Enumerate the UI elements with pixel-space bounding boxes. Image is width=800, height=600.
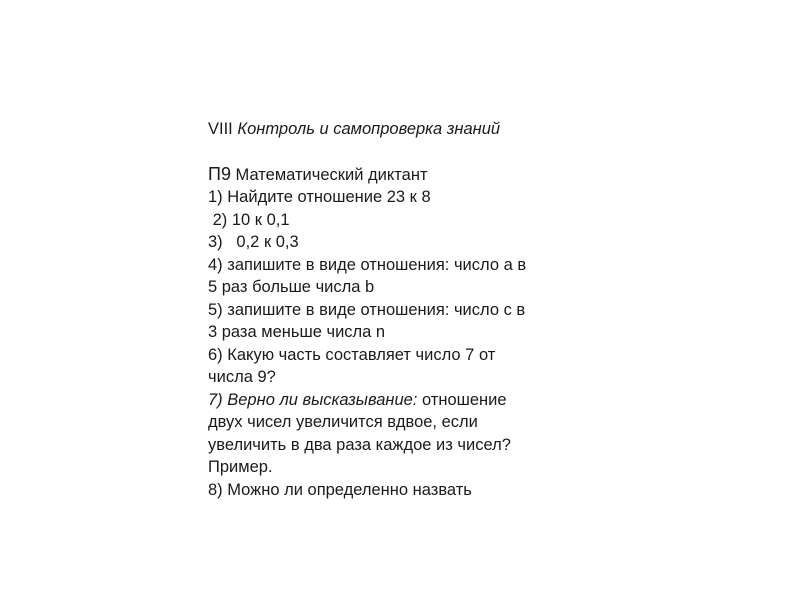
slide-content	[208, 118, 608, 501]
dictation-label: П9	[208, 163, 231, 184]
section-prefix: VIII	[208, 120, 233, 138]
question-7-line-2: двух чисел увеличится вдвое, если	[208, 413, 478, 431]
question-6-line-1: 6) Какую часть составляет число 7 от	[208, 345, 496, 364]
question-1: 1) Найдите отношение 23 к 8	[208, 188, 431, 206]
question-5-line-1: 5) запишите в виде отношения: число с в	[208, 300, 526, 319]
question-2: 2) 10 к 0,1	[208, 210, 290, 229]
question-7-italic: 7) Верно ли высказывание:	[208, 390, 418, 409]
question-3: 3) 0,2 к 0,3	[208, 233, 299, 251]
question-7-line-3: увеличить в два раза каждое из чисел?	[208, 435, 511, 454]
question-6-line-2: числа 9?	[208, 368, 276, 386]
section-title: Контроль и самопроверка знаний	[237, 120, 501, 138]
dictation-title: Математический диктант	[235, 165, 428, 184]
question-7-line-4: Пример.	[208, 458, 273, 476]
question-4-line-1: 4) запишите в виде отношения: число a в	[208, 255, 527, 274]
section-heading	[208, 118, 608, 141]
question-8-line-1: 8) Можно ли определенно назвать	[208, 480, 472, 499]
question-4-line-2: 5 раз больше числа b	[208, 278, 375, 296]
dictation-heading	[208, 163, 608, 187]
question-7-line-1	[208, 389, 608, 412]
question-5-line-2: 3 раза меньше числа n	[208, 323, 386, 341]
question-7-rest: отношение	[417, 390, 507, 409]
